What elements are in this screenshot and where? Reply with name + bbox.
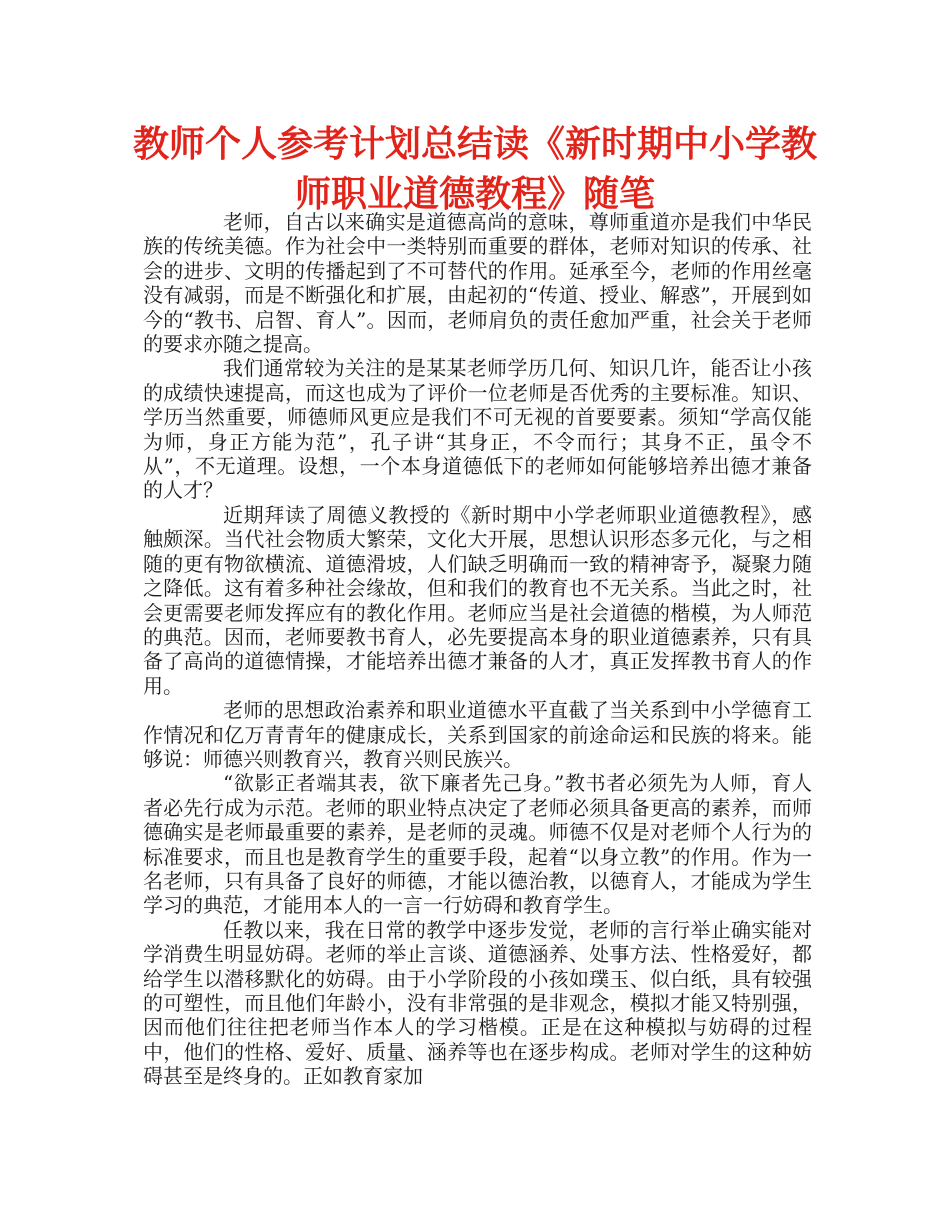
paragraph: 老师的思想政治素养和职业道德水平直截了当关系到中小学德育工作情况和亿万青青年的健康成长，关系到国家的前途命运和民族的将来。能够说：师德兴则教育兴，教育兴则民族兴。 — [143, 698, 812, 771]
paragraph: 老师，自古以来确实是道德高尚的意味，尊师重道亦是我们中华民族的传统美德。作为社会中一类特别而重要的群体，老师对知识的传承、社会的进步、文明的传播起到了不可替代的作用。延承至今，老师的作用丝毫没有减弱，而是不断强化和扩展，由起初的“传道、授业、解惑”，开展到如今的“教书、启智、育人”。因而，老师肩负的责任愈加严重，社会关于老师的要求亦随之提高。 — [143, 210, 812, 357]
document-body — [143, 210, 812, 1089]
paragraph: 任教以来，我在日常的教学中逐步发觉，老师的言行举止确实能对学消费生明显妨碍。老师的举止言谈、道德涵养、处事方法、性格爱好，都给学生以潜移默化的妨碍。由于小学阶段的小孩如璞玉、似白纸，具有较强的可塑性，而且他们年龄小，没有非常强的是非观念，模拟才能又特别强，因而他们往往把老师当作本人的学习楷模。正是在这种模拟与妨碍的过程中，他们的性格、爱好、质量、涵养等也在逐步构成。老师对学生的这种妨碍甚至是终身的。正如教育家加 — [143, 917, 812, 1089]
document-title: 教师个人参考计划总结读《新时期中小学教师职业道德教程》随笔 — [132, 124, 817, 215]
paragraph: “欲影正者端其表，欲下廉者先己身。”教书者必须先为人师，育人者必先行成为示范。老师的职业特点决定了老师必须具备更高的素养，而师德确实是老师最重要的素养，是老师的灵魂。师德不仅是对老师个人行为的标准要求，而且也是教育学生的重要手段，起着“以身立教”的作用。作为一名老师，只有具备了良好的师德，才能以德治教，以德育人，才能成为学生学习的典范，才能用本人的一言一行妨碍和教育学生。 — [143, 771, 812, 918]
paragraph: 我们通常较为关注的是某某老师学历几何、知识几许，能否让小孩的成绩快速提高，而这也成为了评价一位老师是否优秀的主要标准。知识、学历当然重要，师德师风更应是我们不可无视的首要要素。须知“学高仅能为师，身正方能为范”，孔子讲“其身正，不令而行；其身不正，虽令不从”，不无道理。设想，一个本身道德低下的老师如何能够培养出德才兼备的人才？ — [143, 356, 812, 503]
paragraph: 近期拜读了周德义教授的《新时期中小学老师职业道德教程》，感触颇深。当代社会物质大繁荣，文化大开展，思想认识形态多元化，与之相随的更有物欲横流、道德滑坡，人们缺乏明确而一致的精神寄予，凝聚力随之降低。这有着多种社会缘故，但和我们的教育也不无关系。当此之时，社会更需要老师发挥应有的教化作用。老师应当是社会道德的楷模，为人师范的典范。因而，老师要教书育人，必先要提高本身的职业道德素养，只有具备了高尚的道德情操，才能培养出德才兼备的人才，真正发挥教书育人的作用。 — [143, 502, 812, 698]
